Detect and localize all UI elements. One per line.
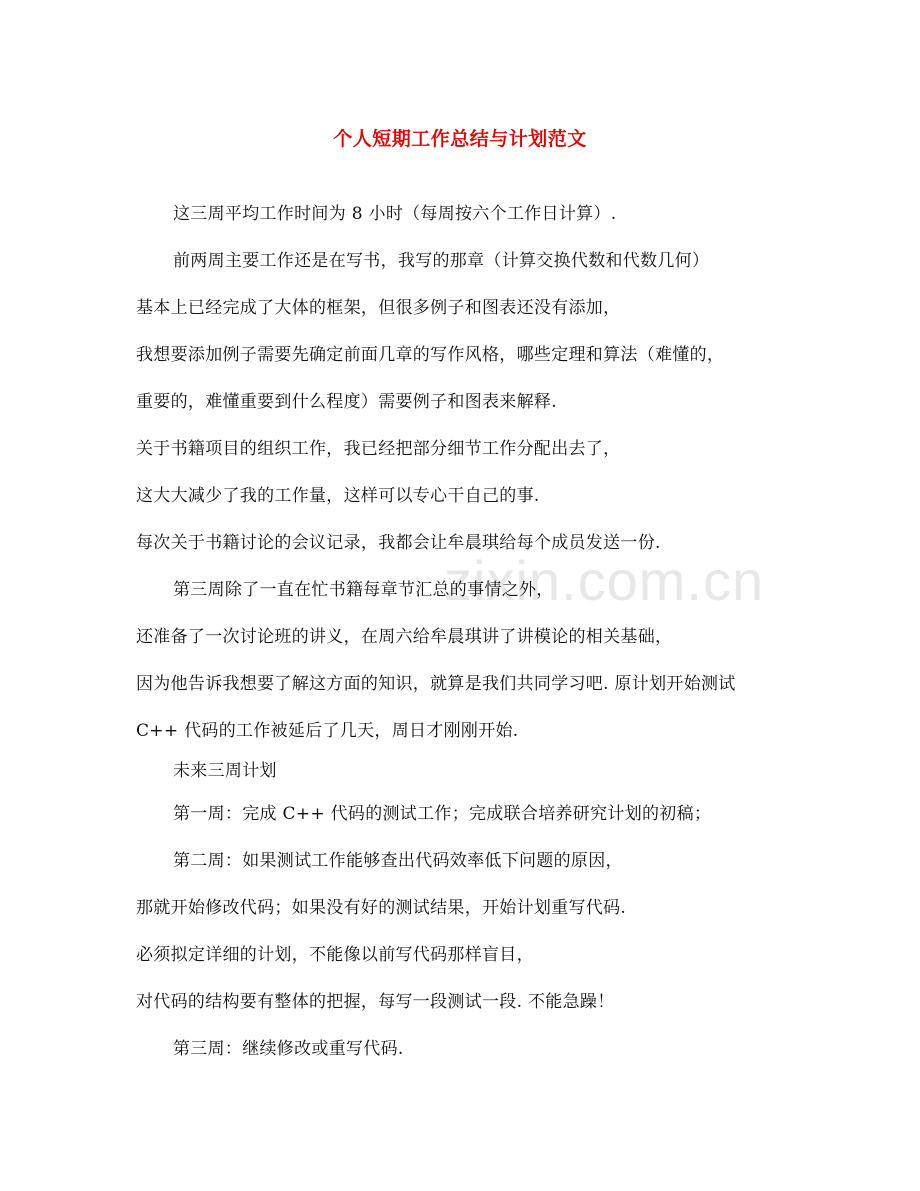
paragraph-line: 那就开始修改代码；如果没有好的测试结果，开始计划重写代码. (136, 898, 627, 918)
paragraph-line: 关于书籍项目的组织工作，我已经把部分细节工作分配出去了， (136, 439, 621, 459)
paragraph-line: 因为他告诉我想要了解这方面的知识，就算是我们共同学习吧. 原计划开始测试 (136, 674, 736, 694)
paragraph-line: 第二周：如果测试工作能够查出代码效率低下问题的原因， (173, 851, 623, 871)
watermark: zixin.com.cn (444, 549, 765, 612)
section-heading: 未来三周计划 (173, 761, 277, 781)
paragraph-line: 这三周平均工作时间为 8 小时（每周按六个工作日计算）. (173, 204, 617, 224)
paragraph-line: C++ 代码的工作被延后了几天，周日才刚刚开始. (136, 721, 519, 741)
paragraph-line: 第三周除了一直在忙书籍每章节汇总的事情之外， (173, 580, 554, 600)
paragraph-line: 这大大减少了我的工作量，这样可以专心干自己的事. (136, 486, 540, 506)
paragraph-line: 对代码的结构要有整体的把握，每写一段测试一段. 不能急躁！ (136, 992, 615, 1012)
paragraph-line: 还准备了一次讨论班的讲义，在周六给牟晨琪讲了讲模论的相关基础， (136, 627, 673, 647)
document-title: 个人短期工作总结与计划范文 (333, 128, 587, 150)
paragraph-line: 重要的，难懂重要到什么程度）需要例子和图表来解释. (136, 392, 557, 412)
paragraph-line: 每次关于书籍讨论的会议记录，我都会让牟晨琪给每个成员发送一份. (136, 533, 661, 553)
paragraph-line: 第三周：继续修改或重写代码. (173, 1039, 404, 1059)
paragraph-line: 第一周：完成 C++ 代码的测试工作；完成联合培养研究计划的初稿； (173, 804, 712, 824)
paragraph-line: 基本上已经完成了大体的框架，但很多例子和图表还没有添加， (136, 298, 621, 318)
paragraph-line: 我想要添加例子需要先确定前面几章的写作风格，哪些定理和算法（难懂的， (136, 345, 725, 365)
paragraph-line: 前两周主要工作还是在写书，我写的那章（计算交换代数和代数几何） (173, 251, 710, 271)
paragraph-line: 必须拟定详细的计划，不能像以前写代码那样盲目， (136, 945, 534, 965)
